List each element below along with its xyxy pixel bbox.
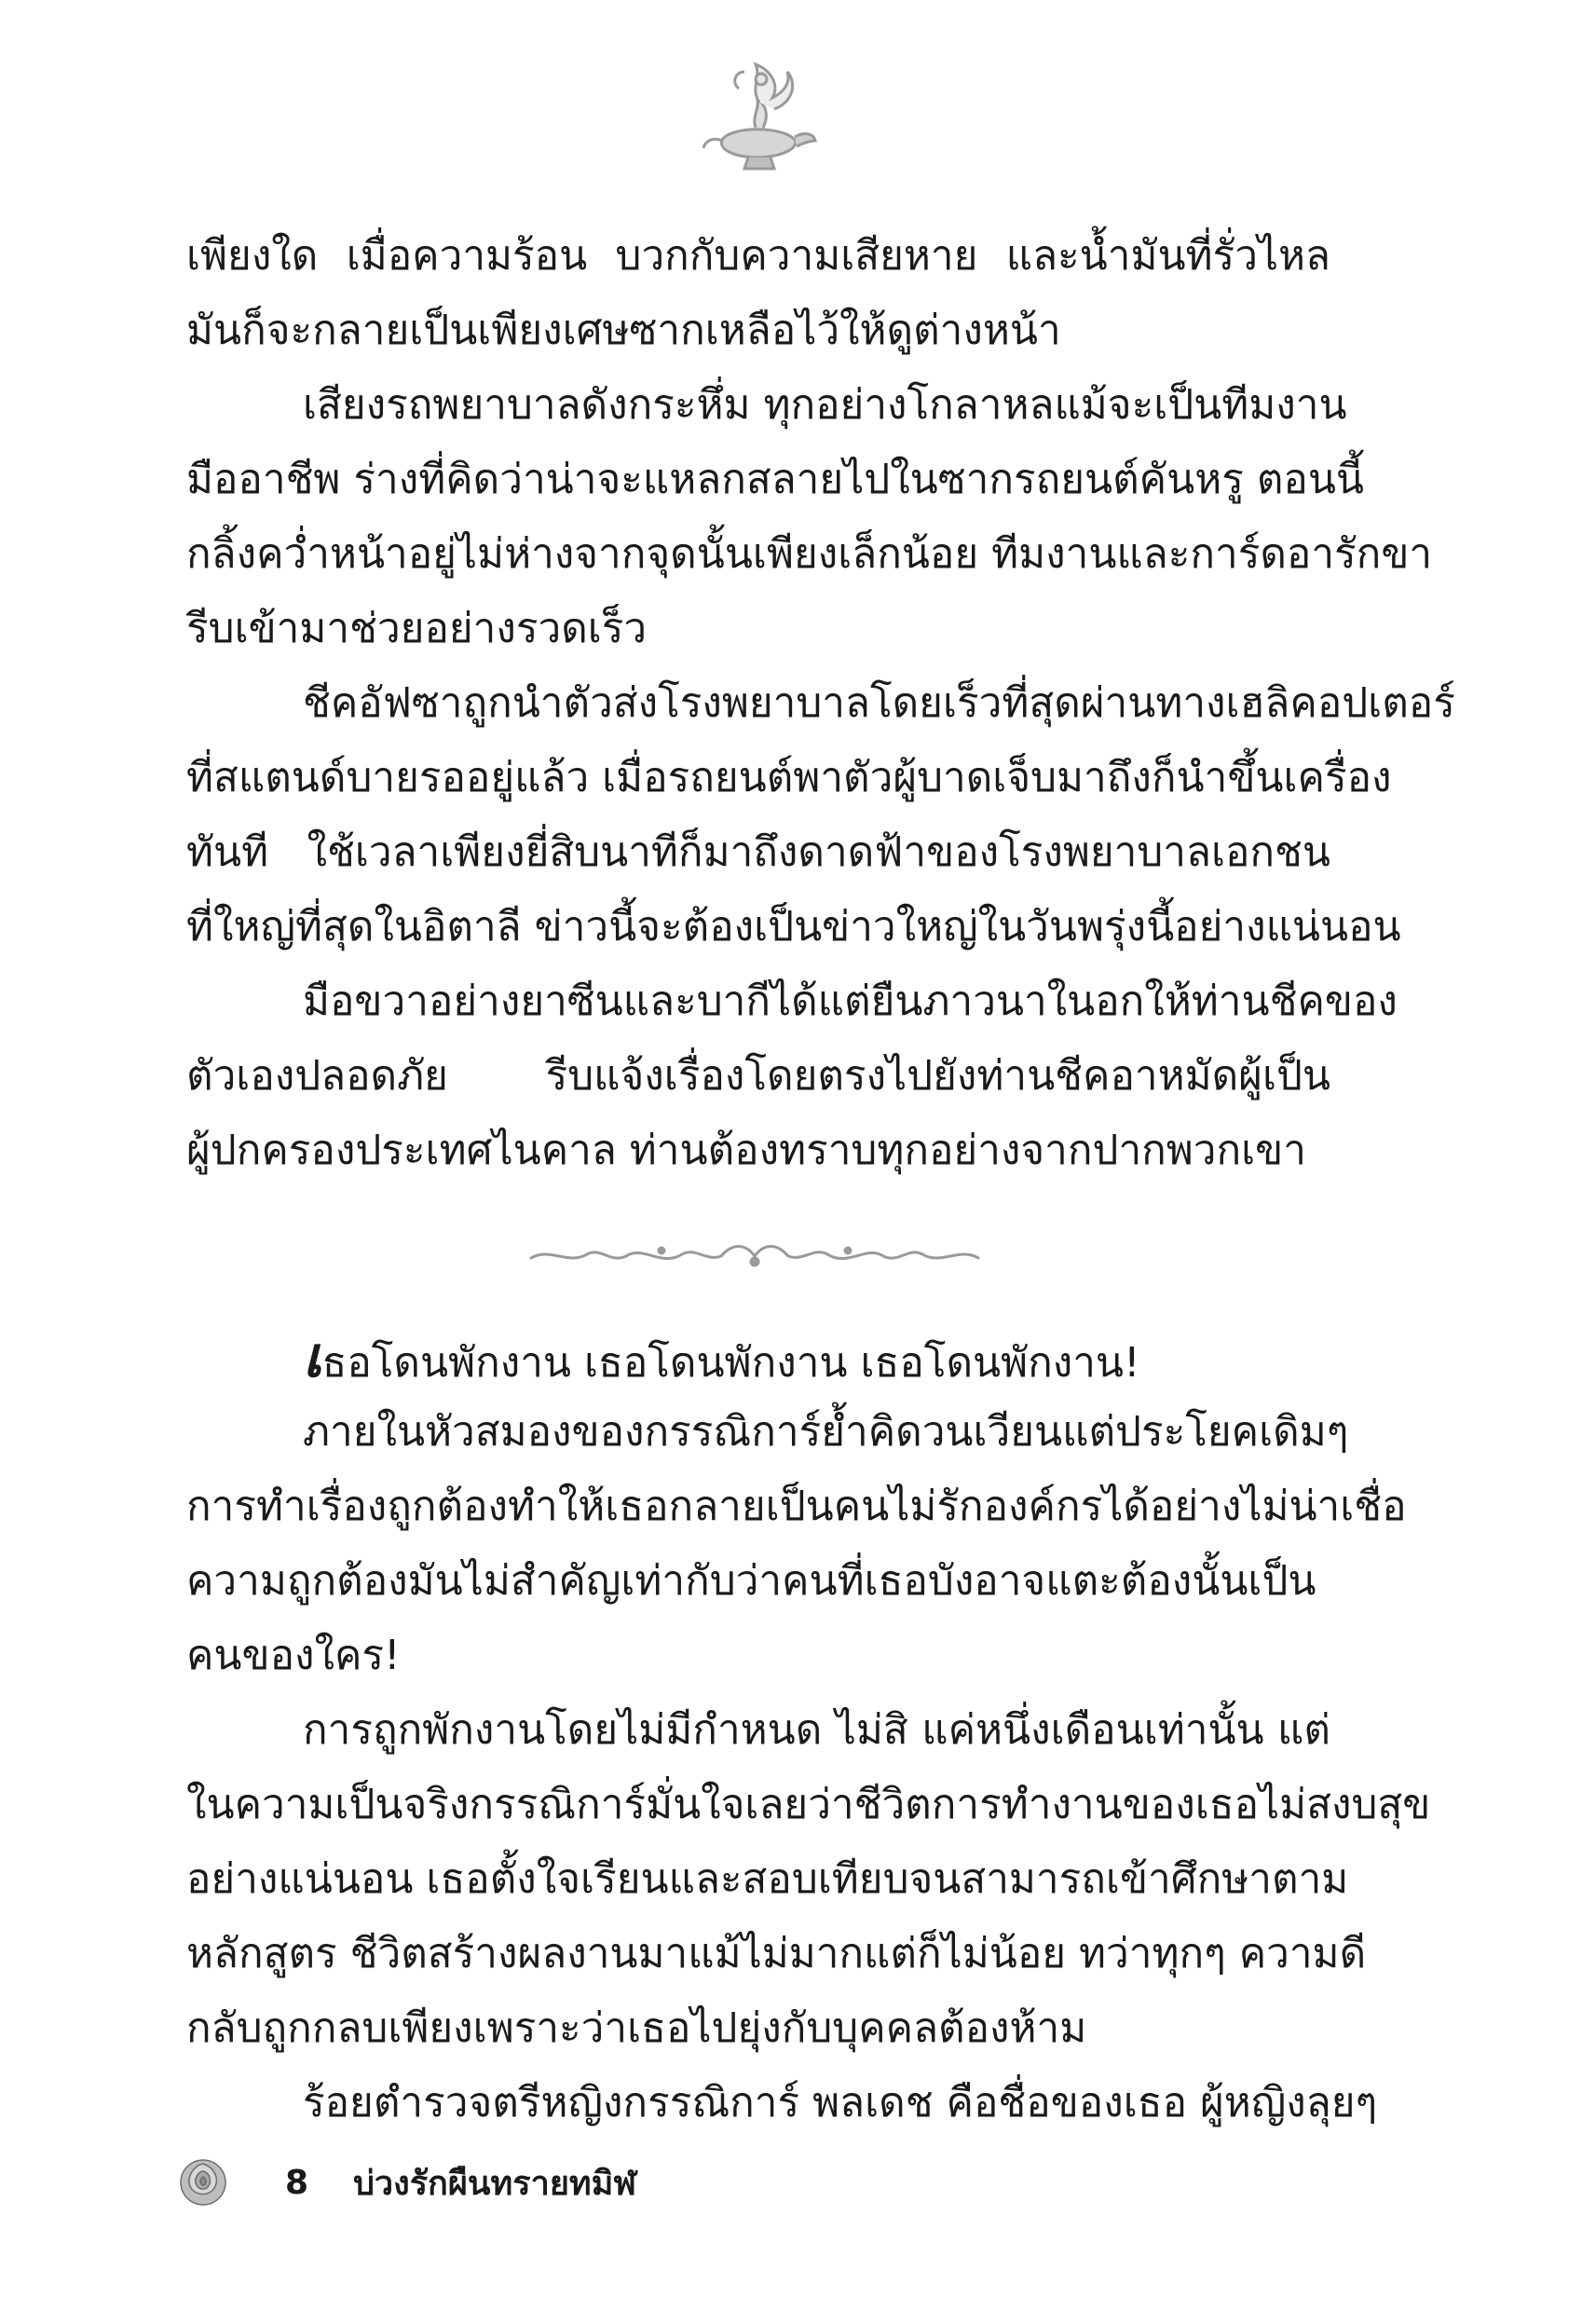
- page-footer: [177, 2154, 636, 2210]
- genie-lamp-icon: [694, 51, 825, 182]
- paragraph-line: ชีคอัฟซาถูกนำตัวส่งโรงพยาบาลโดยเร็วที่สุดผ่านทางเฮลิคอปเตอร์: [303, 679, 1455, 727]
- paragraph-line: เพียงใด เมื่อความร้อน บวกกับความเสียหาย และน้ำมันที่รั่วไหล: [186, 232, 1330, 280]
- paragraph-line: ในความเป็นจริงกรรณิการ์มั่นใจเลยว่าชีวิตการทำงานของเธอไม่สงบสุข: [186, 1781, 1431, 1828]
- book-title: บ่วงรักผืนทรายทมิฬ: [353, 2164, 636, 2203]
- page-number: 8: [285, 2163, 309, 2202]
- paragraph-line: เสียงรถพยาบาลดังกระหึ่ม ทุกอย่างโกลาหลแม้จะเป็นทีมงาน: [303, 381, 1347, 429]
- paragraph-line: รีบเข้ามาช่วยอย่างรวดเร็ว: [186, 605, 648, 652]
- paragraph-line: ตัวเองปลอดภัย รีบแจ้งเรื่องโดยตรงไปยังท่านชีคอาหมัดผู้เป็น: [186, 1052, 1330, 1100]
- paragraph-line: การถูกพักงานโดยไม่มีกำหนด ไม่สิ แค่หนึ่งเดือนเท่านั้น แต่: [303, 1706, 1330, 1754]
- paragraph-line: ที่ใหญ่ที่สุดในอิตาลี ข่าวนี้จะต้องเป็นข่าวใหญ่ในวันพรุ่งนี้อย่างแน่นอน: [186, 903, 1401, 950]
- section-two: [186, 1320, 1431, 2140]
- paragraph-line: ร้อยตำรวจตรีหญิงกรรณิการ์ พลเดช คือชื่อของเธอ ผู้หญิงลุยๆ: [303, 2079, 1378, 2126]
- floral-divider-icon: [522, 1238, 988, 1275]
- paragraph-first-line: [186, 1320, 1330, 1395]
- paragraph-line: มือขวาอย่างยาซีนและบากีได้แต่ยืนภาวนาในอกให้ท่านชีคของ: [303, 978, 1398, 1025]
- paragraph-line: กลิ้งคว่ำหน้าอยู่ไม่ห่างจากจุดนั้นเพียงเล็กน้อย ทีมงานและการ์ดอารักขา: [186, 530, 1433, 578]
- paragraph-line: อย่างแน่นอน เธอตั้งใจเรียนและสอบเทียบจนสามารถเข้าศึกษาตาม: [186, 1855, 1349, 1903]
- paragraph-line: มืออาชีพ ร่างที่คิดว่าน่าจะแหลกสลายไปในซากรถยนต์คันหรู ตอนนี้: [186, 456, 1364, 503]
- paragraph-line: คนของใคร!: [186, 1632, 401, 1679]
- paragraph-line: การทำเรื่องถูกต้องทำให้เธอกลายเป็นคนไม่รักองค์กรได้อย่างไม่น่าเชื่อ: [186, 1483, 1407, 1530]
- paragraph-line: ภายในหัวสมองของกรรณิการ์ย้ำคิดวนเวียนแต่ประโยคเดิมๆ: [303, 1408, 1349, 1456]
- first-line-text: ธอโดนพักงาน เธอโดนพักงาน เธอโดนพักงาน!: [321, 1339, 1140, 1387]
- paragraph-line: ที่สแตนด์บายรออยู่แล้ว เมื่อรถยนต์พาตัวผู้บาดเจ็บมาถึงก็นำขึ้นเครื่อง: [186, 754, 1392, 801]
- rose-icon: [177, 2156, 229, 2208]
- paragraph-line: กลับถูกกลบเพียงเพราะว่าเธอไปยุ่งกับบุคคลต้องห้าม: [186, 2004, 1087, 2052]
- paragraph-line: มันก็จะกลายเป็นเพียงเศษซากเหลือไว้ให้ดูต่างหน้า: [186, 307, 1061, 354]
- paragraph-line: ความถูกต้องมันไม่สำคัญเท่ากับว่าคนที่เธอบังอาจแตะต้องนั้นเป็น: [186, 1557, 1316, 1605]
- paragraph-line: ทันที ใช้เวลาเพียงยี่สิบนาทีก็มาถึงดาดฟ้าของโรงพยาบาลเอกชน: [186, 828, 1330, 876]
- paragraph-line: หลักสูตร ชีวิตสร้างผลงานมาแม้ไม่มากแต่ก็ไม่น้อย ทว่าทุกๆ ความดี: [186, 1930, 1367, 1977]
- section-one: [186, 219, 1455, 1188]
- drop-cap: เ: [303, 1325, 322, 1390]
- paragraph-line: ผู้ปกครองประเทศไนคาล ท่านต้องทราบทุกอย่างจากปากพวกเขา: [186, 1127, 1306, 1174]
